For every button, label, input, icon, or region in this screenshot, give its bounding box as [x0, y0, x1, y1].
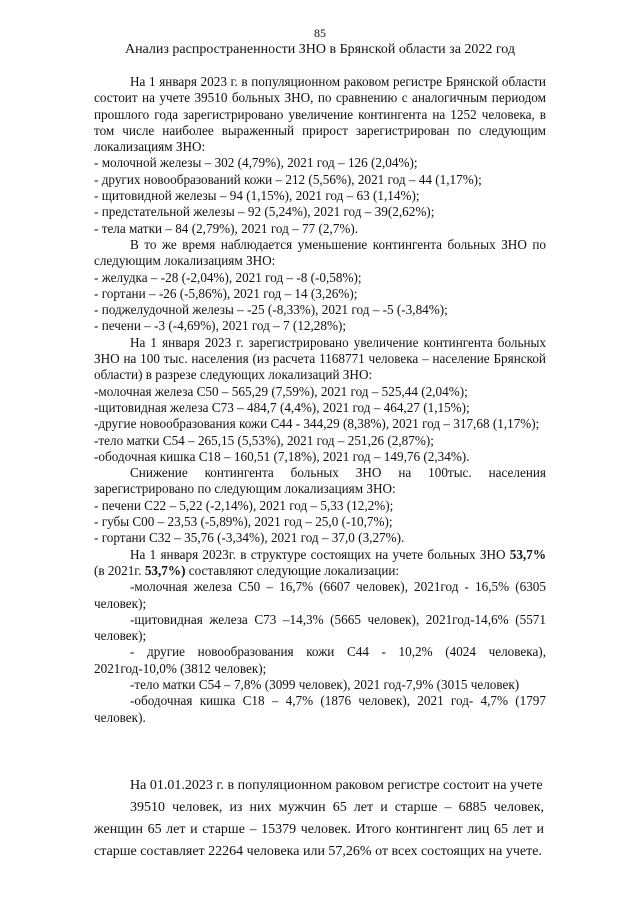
list-item: - печени – -3 (-4,69%), 2021 год – 7 (12,28%); [94, 318, 347, 334]
per100k-intro-paragraph: На 1 января 2023 г. зарегистрировано увеличение контингента больных ЗНО на 100 тыс. населения (из расчета 1168771 человека – население Брянской области) в разрезе следующих локализаций ЗНО: [94, 334, 546, 383]
list-item: -молочная железа С50 – 16,7% (6607 человек), 2021год - 16,5% (6305 человек); [94, 579, 546, 611]
list-item: - другие новообразования кожи С44 - 10,2% (4024 человека), 2021год-10,0% (3812 человек); [94, 644, 546, 676]
document-title: Анализ распространенности ЗНО в Брянской области за 2022 год [124, 42, 516, 57]
structure-intro-suffix: составляют следующие локализации: [185, 562, 400, 578]
document-body [94, 74, 546, 726]
list-item: -тело матки С54 – 7,8% (3099 человек), 2021 год-7,9% (3015 человек) [130, 676, 520, 692]
list-item: -щитовидная железа С73 – 484,7 (4,4%), 2021 год – 464,27 (1,15%); [94, 399, 470, 415]
summary-section [94, 775, 544, 863]
list-item: - гортани С32 – 35,76 (-3,34%), 2021 год – 37,0 (3,27%). [94, 530, 405, 546]
list-item: -щитовидная железа С73 –14,3% (5665 человек), 2021год-14,6% (5571 человек); [94, 611, 546, 644]
list-item: -другие новообразования кожи С44 - 344,29 (8,38%), 2021 год – 317,68 (1,17%); [94, 416, 540, 432]
structure-intro-prefix: На 1 января 2023г. в структуре состоящих на учете больных ЗНО [130, 546, 510, 562]
summary-paragraph: 39510 человек, из них мужчин 65 лет и старше – 6885 человек, женщин 65 лет и старше – 15379 человек. Итого контингент лиц 65 лет и старше составляет 22264 человека или 57,26% от всех состоящих на учете. [94, 800, 544, 859]
structure-intro-mid: (в 2021г. [94, 562, 145, 578]
structure-list [94, 579, 546, 726]
list-item: - поджелудочной железы – -25 (-8,33%), 2021 год – -5 (-3,84%); [94, 302, 448, 318]
list-item: -тело матки С54 – 265,15 (5,53%), 2021 год – 251,26 (2,87%); [94, 432, 434, 448]
per100k-list [94, 384, 546, 465]
increase-list [94, 155, 546, 236]
list-item: - предстательной железы – 92 (5,24%), 2021 год – 39(2,62%); [94, 204, 435, 220]
intro-paragraph: На 1 января 2023 г. в популяционном раковом регистре Брянской области состоит на учете 39510 больных ЗНО, по сравнению с аналогичным периодом прошлого года зарегистрировано увеличение контингента на 1252 человека, в том числе наиболее выраженный прирост зарегистрирован по следующим локализациям ЗНО: [94, 74, 546, 155]
structure-share-2021: 53,7%) [144, 562, 186, 578]
list-item: - печени С22 – 5,22 (-2,14%), 2021 год – 5,33 (12,2%); [94, 497, 394, 513]
list-item: -ободочная кишка С18 – 160,51 (7,18%), 2021 год – 149,76 (2,34%). [94, 448, 470, 464]
list-item: - других новообразований кожи – 212 (5,56%), 2021 год – 44 (1,17%); [94, 171, 482, 187]
per100k-decrease-list [94, 498, 546, 547]
list-item: - тела матки – 84 (2,79%), 2021 год – 77 (2,7%). [94, 220, 359, 236]
structure-intro-paragraph [94, 547, 546, 580]
list-item: - щитовидной железы – 94 (1,15%), 2021 год – 63 (1,14%); [94, 188, 420, 204]
list-item: - гортани – -26 (-5,86%), 2021 год – 14 (3,26%); [94, 285, 358, 301]
list-item: - губы С00 – 23,53 (-5,89%), 2021 год – 25,0 (-10,7%); [94, 514, 393, 530]
list-item: -молочная железа С50 – 565,29 (7,59%), 2021 год – 525,44 (2,04%); [94, 383, 468, 399]
list-item: -ободочная кишка С18 – 4,7% (1876 человек), 2021 год- 4,7% (1797 человек). [94, 693, 546, 725]
decrease-list [94, 270, 546, 335]
list-item: - желудка – -28 (-2,04%), 2021 год – -8 (-0,58%); [94, 269, 362, 285]
decrease-intro-paragraph: В то же время наблюдается уменьшение контингента больных ЗНО по следующим локализациям ЗНО: [94, 236, 546, 269]
summary-line-1: На 01.01.2023 г. в популяционном раковом регистре состоит на учете [130, 778, 543, 793]
structure-share-2022: 53,7% [509, 546, 546, 562]
page-number: 85 [314, 26, 326, 40]
per100k-decrease-intro-paragraph: Снижение контингента больных ЗНО на 100тыс. населения зарегистрировано по следующим локализациям ЗНО: [94, 465, 546, 497]
list-item: - молочной железы – 302 (4,79%), 2021 год – 126 (2,04%); [94, 155, 418, 171]
